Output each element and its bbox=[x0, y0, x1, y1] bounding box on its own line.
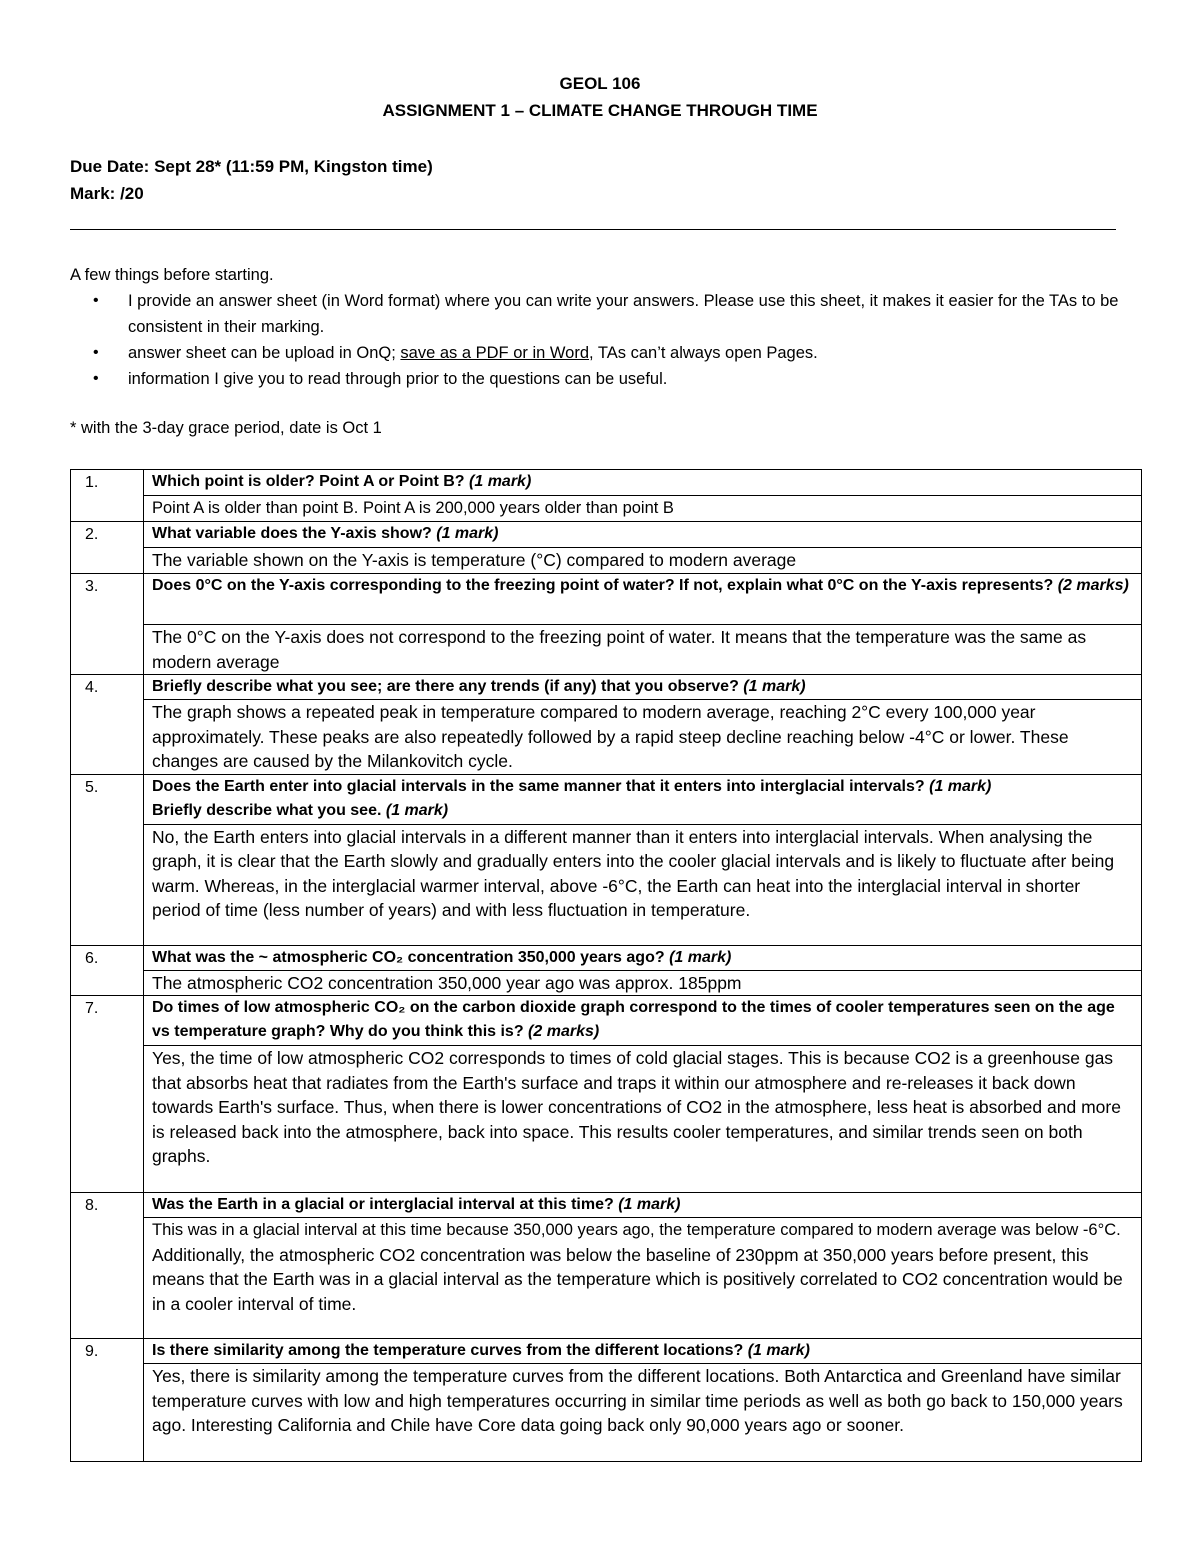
question-prompt: What variable does the Y-axis show? bbox=[152, 525, 437, 542]
question-mark: (1 mark) bbox=[929, 777, 992, 795]
mark-total: Mark: /20 bbox=[70, 184, 144, 203]
grace-note: * with the 3-day grace period, date is Oct 1 bbox=[70, 419, 382, 437]
question-prompt: Which point is older? Point A or Point B? bbox=[152, 473, 470, 490]
answer-row bbox=[71, 700, 1142, 775]
intro-bullet-1: • I provide an answer sheet (in Word format) where you can write your answers. Please use this sheet, it makes it easier for the TAs to be consistent in their marking. bbox=[128, 288, 1140, 340]
question-text bbox=[144, 522, 1142, 548]
answer-text: Yes, the time of low atmospheric CO2 corresponds to times of cold glacial stages. This is because CO2 is a greenhouse gas that absorbs heat that radiates from the Earth's surface and traps it within our atmosphere and re-releases it back down towards Earth's surface. Thus, when there is lower concentrations of CO2 in the atmosphere, less heat is absorbed and more is released back into the atmosphere, back into space. This results cooler temperatures, and similar trends seen on both graphs. bbox=[144, 1046, 1142, 1193]
question-mark-2: (1 mark) bbox=[385, 801, 449, 819]
question-row bbox=[71, 1193, 1142, 1218]
question-text bbox=[144, 774, 1142, 824]
answer-text: Point A is older than point B. Point A is 200,000 years older than point B bbox=[144, 496, 1142, 522]
question-number: 6. bbox=[71, 945, 144, 996]
question-number: 4. bbox=[71, 675, 144, 775]
question-number: 2. bbox=[71, 522, 144, 574]
question-row bbox=[71, 522, 1142, 548]
answer-row bbox=[71, 1364, 1142, 1462]
answer-row bbox=[71, 1046, 1142, 1193]
question-table bbox=[70, 469, 1142, 1462]
question-mark: (1 mark) bbox=[743, 678, 806, 695]
intro-section bbox=[70, 262, 1140, 392]
question-text bbox=[144, 1339, 1142, 1364]
question-row bbox=[71, 574, 1142, 625]
answer-row bbox=[71, 1218, 1142, 1339]
question-number: 9. bbox=[71, 1339, 144, 1462]
course-title: GEOL 106 bbox=[559, 74, 641, 93]
answer-text: The graph shows a repeated peak in temperature compared to modern average, reaching 2°C every 100,000 year approximately. These peaks are also repeatedly followed by a rapid steep decline reaching below -4°C or lower. These changes are caused by the Milankovitch cycle. bbox=[144, 700, 1142, 775]
question-text bbox=[144, 996, 1142, 1046]
question-text bbox=[144, 675, 1142, 700]
answer-row bbox=[71, 824, 1142, 945]
question-prompt: Does the Earth enter into glacial intervals in the same manner that it enters into interglacial intervals? bbox=[152, 777, 930, 795]
question-prompt: Does 0°C on the Y-axis corresponding to the freezing point of water? If not, explain what 0°C on the Y-axis represents? bbox=[152, 577, 1058, 594]
question-prompt: Is there similarity among the temperature curves from the different locations? bbox=[152, 1342, 748, 1359]
question-text bbox=[144, 945, 1142, 970]
due-block bbox=[70, 153, 433, 207]
horizontal-rule bbox=[70, 229, 1116, 230]
question-row bbox=[71, 996, 1142, 1046]
answer-row bbox=[71, 970, 1142, 996]
question-row bbox=[71, 675, 1142, 700]
answer-paragraph-1: This was in a glacial interval at this time because 350,000 years ago, the temperature compared to modern average was below -6°C. bbox=[152, 1221, 1121, 1239]
intro-bullet-2-text-b: , TAs can’t always open Pages. bbox=[589, 344, 818, 362]
question-text bbox=[144, 470, 1142, 496]
question-mark: (1 mark) bbox=[669, 948, 732, 966]
answer-row bbox=[71, 496, 1142, 522]
answer-text bbox=[144, 1218, 1142, 1339]
answer-paragraph-2: Additionally, the atmospheric CO2 concentration was below the baseline of 230ppm at 350,000 years before present, this means that the Earth was in a glacial interval as the temperature which is positively correlated to CO2 concentration would be in a cooler interval of time. bbox=[152, 1244, 1123, 1314]
question-text bbox=[144, 1193, 1142, 1218]
question-row bbox=[71, 1339, 1142, 1364]
answer-text: No, the Earth enters into glacial intervals in a different manner than it enters into interglacial intervals. When analysing the graph, it is clear that the Earth slowly and gradually enters into the cooler glacial intervals and is likely to fluctuate after being warm. Whereas, in the interglacial warmer interval, above -6°C, the Earth can heat into the interglacial interval in shorter period of time (less number of years) and with less fluctuation in temperature. bbox=[144, 824, 1142, 945]
question-prompt: What was the ~ atmospheric CO₂ concentration 350,000 years ago? bbox=[152, 948, 670, 966]
question-mark: (2 marks) bbox=[528, 1023, 600, 1040]
answer-row bbox=[71, 625, 1142, 675]
question-mark: (2 marks) bbox=[1057, 577, 1129, 594]
question-row bbox=[71, 774, 1142, 824]
question-row bbox=[71, 470, 1142, 496]
question-prompt: Briefly describe what you see; are there any trends (if any) that you observe? bbox=[152, 678, 744, 695]
question-number: 8. bbox=[71, 1193, 144, 1339]
answer-text: The atmospheric CO2 concentration 350,000 year ago was approx. 185ppm bbox=[144, 970, 1142, 996]
question-prompt: Was the Earth in a glacial or interglacial interval at this time? bbox=[152, 1196, 619, 1213]
question-mark: (1 mark) bbox=[618, 1196, 681, 1213]
question-row bbox=[71, 945, 1142, 970]
answer-text: Yes, there is similarity among the temperature curves from the different locations. Both Antarctica and Greenland have similar temperature curves with low and high temperatures occurring in similar time periods as well as both go back to 150,000 years ago. Interesting California and Chile have Core data going back only 90,000 years ago or sooner. bbox=[144, 1364, 1142, 1462]
answer-text: The variable shown on the Y-axis is temperature (°C) compared to modern average bbox=[144, 548, 1142, 574]
question-mark: (1 mark) bbox=[747, 1342, 810, 1359]
due-date: Due Date: Sept 28* (11:59 PM, Kingston time) bbox=[70, 157, 433, 176]
question-text bbox=[144, 574, 1142, 625]
question-mark: (1 mark) bbox=[469, 473, 532, 490]
intro-bullet-3: • information I give you to read through prior to the questions can be useful. bbox=[128, 366, 1140, 392]
question-number: 3. bbox=[71, 574, 144, 675]
intro-list bbox=[70, 288, 1140, 392]
question-prompt-2: Briefly describe what you see. bbox=[152, 801, 386, 819]
question-prompt: Do times of low atmospheric CO₂ on the carbon dioxide graph correspond to the times of cooler temperatures seen on the age vs temperature graph? Why do you think this is? bbox=[152, 999, 1115, 1040]
question-number: 7. bbox=[71, 996, 144, 1193]
question-mark: (1 mark) bbox=[436, 525, 499, 542]
question-number: 5. bbox=[71, 774, 144, 945]
intro-bullet-2-underlined: save as a PDF or in Word bbox=[400, 344, 590, 362]
intro-bullet-2-text-a: answer sheet can be upload in OnQ; bbox=[128, 344, 401, 362]
answer-text: The 0°C on the Y-axis does not correspond to the freezing point of water. It means that the temperature was the same as modern average bbox=[144, 625, 1142, 675]
question-number: 1. bbox=[71, 470, 144, 522]
assignment-title: ASSIGNMENT 1 – CLIMATE CHANGE THROUGH TIME bbox=[382, 101, 818, 120]
intro-lead: A few things before starting. bbox=[70, 266, 274, 284]
intro-bullet-2 bbox=[128, 340, 1140, 366]
answer-row bbox=[71, 548, 1142, 574]
